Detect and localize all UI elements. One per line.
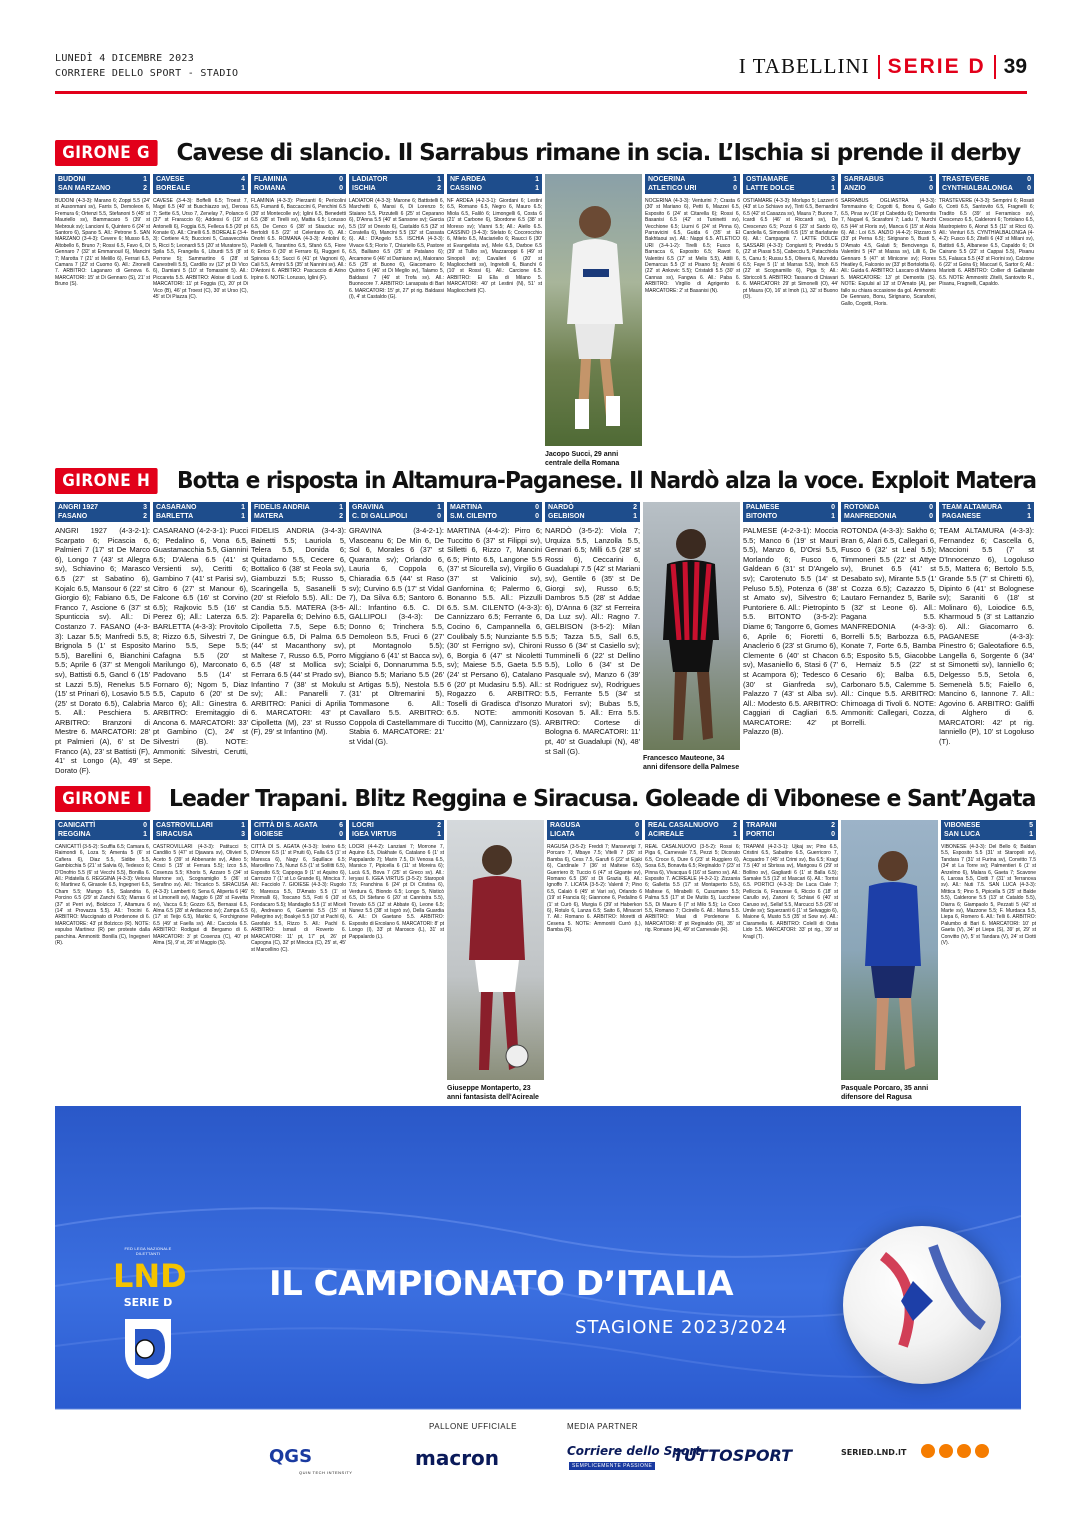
away-score: 1 xyxy=(143,831,147,838)
away-score: 0 xyxy=(1027,185,1031,192)
player-figure-icon xyxy=(841,820,938,1080)
player-figure-icon xyxy=(643,502,740,750)
home-score: 0 xyxy=(1027,176,1031,183)
match-report: NOCERINA (4-3-3): Venturini 7; Crasta 6 (30' st Mariano 6), Petti 6, Mazzei 6.5, Esposito 6 (24' st Citarella 6); Rossi 6, Basanisi 6.5 (42' st Tuninetti sv), Vecchione 6.5; Liurni 6 (24' st Pinna 6), Parravicini 6.5, Guida 6 (35' st El Bakhtaoui sv). All.: Nappi 6.5. ATLETICO URI (3-4-1-2): Tirelli 6.5; Fusco 6, Barracca 6, Esposito 6.5; Ravot 6, Valentini 6.5 (17' st Melis 5.5), Attili 6, Demarcus 5.5 (3' st Pisano 5); Ansini 6 (22' st Ankovic 5.5); Cristaldi 5.5 (30' st Cannas sv), Fangwa 6. All.: Paba 6. ARBITRO: Virgilio di Agrigento 6. MARCATORE: 2' st Basanisi (N). xyxy=(645,198,740,294)
home-team: TRASTEVERE xyxy=(942,176,990,183)
ad-title: IL CAMPIONATO D’ITALIA xyxy=(269,1264,734,1304)
match-card xyxy=(743,502,838,775)
girone-i-section xyxy=(55,784,1036,1101)
match-report: PALMESE (4-2-3-1): Moccia 5.5; Manco 6 (19' st Mauri 5.5), Manzo 6, D'Orsi 5.5, Morlando 6; Fusco 6, Galdean 6 (31' st D'Angelo sv); Carotenuto 5.5 (14' st Peluso 5.5), Potenza 6 (38' st Amato sv), Silvestro 6; Puntoriere 6. All.: Pietropinto 5.5. BITONTO (3-5-2): Diame 6; Tangorre 6, Gomes 6, Aprile 6; Fioretti 6, Anaclerio 6 (23' st Grumo 6), Clemente 6 (40' st Chacon sv), Masaniello 6, Stasi 6 (7' st Acampora 6); Tedesco 6 (30' st Gianfreda sv), Palazzo 7 (43' st Alba sv). All.: Modesto 6.5. ARBITRO: Caggiari di Cagliari 6.5. MARCATORE: 42' pt Palazzo (B). xyxy=(743,526,838,737)
photo-caption: Jacopo Succi, 29 anni centrale della Romana xyxy=(545,451,620,467)
home-team: CASARANO xyxy=(156,504,197,511)
home-score: 0 xyxy=(929,504,933,511)
match-report: REAL CASALNUOVO (3-5-2): Rossi 6; Piga 6, Carnevale 7.5, Pezzi 5; Dicorato 6.5, Croce 6, Dure 6 (23' st Ruggiero 6), Sosa 6.5, Bonavita 6.5; Reginaldo 7 (23' st Pinna 6), Vivacqua 6 (16' st Sarno sv). All.: Esposito 7. ACIREALE (4-3-2-1): Zizzania 6; Galletta 5.5 (17' st Montaperto 5.5), Maltese 6, Mirabelli 6, Cusumano 5.5; Palma 5.5 (17' st De Mutiis 5), Lucchese 5.5, Di Mauro 6 (7' st Milo 5.5); Lo Coco 5.5, Romano 7; Cicirello 6. All.: Marra 5.5. ARBITRO: Masi di Pordenone 6. MARCATORI: 8' pt Reginaldo (R), 35' st rig. Romano (A), 49' st Carnevale (R). xyxy=(645,844,740,934)
home-team: LOCRI xyxy=(352,822,374,829)
match-report: LADIATOR (4-3-3): Marone 6; Battistelli 6, Marchetti 6, Mansi 6, Di Lorenzo 5; Staiano 5.5, Pizzutelli 6 (25' st Ceparano 6), D'Anna 5.5 (40' st Sansone sv); Garcia 5.5 (19' st Onesto 6), Castaldo 6.5 (32' st Coratella 6), Mancini 5.5 (32' st Cassata 6). All.: D'Angelo 5.5. ISCHIA (4-3-3): Vivace 6.5; Florio 7, Chiariello 6.5, Pastore 6.5, Balliano 6.5 (25' st Patalano 6); Arcamone 6 (46' st Damiano sv), Maiorano 6.5 (25' st Buono 6), Giacomarro 6; Quirino 6 (46' st Di Meglio sv), Talamo 5, Baldassi 7 (46' st Trofa sv). All.: Buonocore 7. ARBITRO: Laraspata di Bari 6. MARCATORI: 15' pt, 27' pt rig. Baldassi (I), 4' st Castaldo (G). xyxy=(349,198,444,301)
away-team: BITONTO xyxy=(746,513,778,520)
home-team: NOCERINA xyxy=(648,176,686,183)
lnd-logo xyxy=(113,1246,187,1416)
away-team: LICATA xyxy=(550,831,575,838)
away-team: C. DI GALLIPOLI xyxy=(352,513,408,520)
player-figure-icon xyxy=(545,174,642,446)
lnd-logo-sub: SERIE D xyxy=(123,1296,173,1309)
away-team: ACIREALE xyxy=(648,831,684,838)
match-report: MARTINA (4-4-2): Pirro 6; Tuccitto 6 (37' st Filippi sv), Silletti 6, Rizzo 7, Mancini 6.5; Pinto 6.5, Langone 5.5 (37' st Sicurella sv), Virgilio 6 (37' st Valicinio sv), Ganfornina 6; Palermo 6, Bonanno 5.5. All.: Pizzulli 6.5. S.M. CILENTO (4-3-3): Cannizzaro 6.5; Ferrante 6, Cocino 6, Campannella 6, Coulibaly 5.5; Nunziante 5.5 (30' st Ferrigno sv), Chironi 6, Borgia 6 (47' st Nicoletti sv); Maiese 5.5, Gaeta 5.5 (24' st Persano 6), Catalano 6 (20' pt Mudasiru 5.5). All.: Rogazzo 6. ARBITRO: Toselli di Gradisca d'Isonzo 6.5. NOTE: ammoniti Tuccitto (M), Cannizzaro (S). xyxy=(447,526,542,727)
match-card xyxy=(743,820,838,1102)
match-report: TEAM ALTAMURA (4-3-3): Fernandez 6; Cascella 6, Maccioni 5.5 (7' st D'Innocenzo 6), Logoluso 5.5, Mattera 6; Bertolo 5.5, Grande 5.5 (7' st Chiretti 6), Dipinto 6 (41' st Bolognese sv); Saraniti 6 (18' st Molinaro 6), Loiodice 6.5, Kharmoud 5 (3' st Lattanzio 6). All.: Giacomarro 6. PAGANESE (4-3-3): Pinestro 6; Galeotafiore 6.5, Langella 6, Sorgente 6 (34' st Simonetti sv), Ianniello 6; Delgesso 5.5, Setola 6, Semenelà 5.5; Faiello 6, Mancino 6, Iannone 7. All.: Agovino 6. ARBITRO: Galiffi di Alghero di 6. MARCATORI: 42' pt rig. Ianniello (P), 10' st Logoluso (T). xyxy=(939,526,1034,747)
away-score: 2 xyxy=(339,513,343,520)
home-score: 2 xyxy=(633,504,637,511)
away-score: 0 xyxy=(437,513,441,520)
girone-i-title xyxy=(55,784,1036,814)
home-score: 1 xyxy=(929,176,933,183)
away-score: 0 xyxy=(339,831,343,838)
match-card xyxy=(645,820,740,1102)
player-photo-card xyxy=(447,820,544,1102)
home-score: 5 xyxy=(1029,822,1033,829)
away-team: ANZIO xyxy=(844,185,866,192)
home-score: 0 xyxy=(831,504,835,511)
match-report: CASARANO (4-2-3-1): Pucci 6; Pedalino 6, Vona 6.5, Guastamacchia 5.5, Giannini 6.5; D'Alena 6.5 (41' st Versienti sv), Ceritti 6; Gambino 7 (41' st Parisi sv), Citro 6 (27' st Manour 6), Falcone 6.5 (16' st Corvino 6.5); Rajkovic 5.5 (16' st Perez 6); All.: Laterza 6.5. BARLETTA (4-3-3): Provitolo 8; Rizzo 6.5, Silvestri 7, De Marino 5.5, Sepe 5.5; Cafagna 5.5 (20' st Marilungo 6), Marconato 6, Padovano 5.5 (14' st Fornaro 6); Ngom 5, Diaz 5.5, Caputo 6 (20' st De Marco 6); All.: Ginestra 6. ARBITRO: Eremitaggio di Ancona 6. MARCATORI: 33' pt Gambino (C), 24' st Silvestri (B). NOTE: Ammoniti: Silvestri, Cerutti, Sepe. xyxy=(153,526,248,766)
match-report: VIBONESE (4-3-3): Del Bello 6; Baldan 5.5, Esposito 5.5 (31' st Staropoli sv), Tandara 7 (31' st Furina sv), Convitto 7.5 (34' st La Torre sv); Palmentieri 6 (1' st Anzelmo 6), Malara 6, Gaeta 7; Scavone 6, Larosa 5.5, Ciotti 7 (31' st Terranova sv). All.: Nuti 7.5. SAN LUCA (4-3-3): Mittica 5; Pino 5, Pipicella 5 (25' st Balde 5.5), Calderone 5.5 (13' st Cataldo 5.5), Diarra 6; Giampaolo 5, Pezzati 5 (42' st Marte sv), Mazzone 5.5; F. Murdaca 5.5, Liepa 6, Romero 6. All.: Telli 6. ARBITRO: Palumbo di Bari 6. MARCATORI: 10' pt Gaeta (V), 34' pt Liepa (S), 39' pt, 29' st Convitto (V), 5' st Tandara (V), 24' st Ciotti (V). xyxy=(941,844,1036,947)
media-partner-label: MEDIA PARTNER xyxy=(567,1422,639,1431)
away-team: IGEA VIRTUS xyxy=(352,831,397,838)
sponsor-qgs-sub: QUIN TECH INTENSITY xyxy=(299,1470,353,1475)
home-score: 0 xyxy=(635,822,639,829)
away-team: FASANO xyxy=(58,513,88,520)
match-card xyxy=(941,820,1036,1102)
issue-date: LUNEDÌ 4 DICEMBRE 2023 xyxy=(55,53,195,64)
home-score: 1 xyxy=(241,504,245,511)
player-photo xyxy=(545,174,642,446)
facebook-icon[interactable] xyxy=(921,1444,935,1458)
ad-season: STAGIONE 2023/2024 xyxy=(575,1317,788,1338)
match-report: CASTROVILLARI (4-3-3): Patitucci 5; Candilio 5 (47' st Djawara sv), Olivieri 5, Aceto 5 (39' st Abbenante sv), Atteo 5; Crisci 5 (15' st Ferrara 5.5); Izco 5.5, Cosenza 5.5; Khoris 5, Azzaro 5 (34' st Marrone sv), Scognamiglio 5 (36' st Serafino sv). All.: Tricarico 5. SIRACUSA (4-3-3): Lamberti 6; Sena 6, Aliperta 6 (46' st Limonelli sv), Maggio 6 (28' st Favetta sv), Vacca 6.5; Gozzo 6.5, Bernassi 6.5, Alma 6.5 (28' st Ardiacono sv); Zampa 6.5 (17' st Teijo 6.5), Markic 6, Forchignone 6.5 (49' st Faella sv). All.: Cacciola 6.5. ARBITRO: Rodigari di Bergamo di 6. MARCATORI: 3' pt Cosenza (C), 40' pt Alma (S), 9' st, 26' st Maggio (S). xyxy=(153,844,248,947)
official-ball-image xyxy=(843,1226,1001,1384)
away-score: 0 xyxy=(929,185,933,192)
girone-i-badge: GIRONE I xyxy=(55,786,150,812)
away-team: CASSINO xyxy=(450,185,482,192)
match-report: TRAPANI (4-2-3-1): Ujkaj sv; Pino 6.5, Cristini 6.5, Sabatino 6.5, Guerricoro 7, Acquadro 7 (45' st Crimi sv), Ba 6.5; Kragl 7.5 (40' st Sbrissa sv), Marigosu 6 (29' st Bollino sv), Gagliardi 6 (1' st Balla 6.5); Samake 5.5 (12' st Mascari 6). All.: Torrisi 6.5. PORTICI (4-3-3): De Luca Ciale 7; Pelliccia 6, Franzese 6, Riccio 6 (18' st Carullo sv), Zanoni 6; Schiavi 6 (40' st Caruso sv), Sellaf 5.5, Marcucci 5.5 (26' st Umile sv); Squerzanti 6 (1' st Selvaggio 6), Maione 6, Musto 5.5 (35' st Sow sv). All.: Ciaramella 6. ARBITRO: Colelli di Ostia Lido 5.5. MARCATORI: 33' pt rig., 39' st Kragl (T). xyxy=(743,844,838,940)
home-team: ANGRI 1927 xyxy=(58,504,99,511)
home-team: REAL CASALNUOVO xyxy=(648,822,719,829)
home-score: 3 xyxy=(143,504,147,511)
away-score: 2 xyxy=(437,185,441,192)
away-team: PAGANESE xyxy=(942,513,981,520)
home-score: 1 xyxy=(733,176,737,183)
home-score: 1 xyxy=(143,176,147,183)
away-score: 0 xyxy=(635,831,639,838)
match-card xyxy=(55,502,150,775)
match-card xyxy=(55,174,150,468)
home-score: 1 xyxy=(1027,504,1031,511)
photo-caption: Giuseppe Montaperto, 23 anni fantasista dell'Acireale xyxy=(447,1085,539,1101)
home-team: FIDELIS ANDRIA xyxy=(254,504,310,511)
away-score: 1 xyxy=(633,513,637,520)
match-card xyxy=(55,820,150,1102)
home-team: NF ARDEA xyxy=(450,176,486,183)
lnd-logo-text: LND xyxy=(113,1257,187,1295)
match-card xyxy=(349,820,444,1102)
home-team: TRAPANI xyxy=(746,822,777,829)
home-score: 1 xyxy=(437,504,441,511)
lnd-logo-top: FED LEGA NAZIONALE DILETTANTI xyxy=(124,1246,172,1256)
media-corriere: Corriere dello Sport xyxy=(567,1444,701,1458)
player-figure-icon xyxy=(447,820,544,1080)
away-score: 2 xyxy=(143,513,147,520)
girone-g-title xyxy=(55,138,1027,168)
home-team: VIBONESE xyxy=(944,822,981,829)
girone-h-section xyxy=(55,466,1036,776)
match-report: TRASTEVERE (4-3-3): Semprini 6; Rosati 6, Conti 6.5, Santovito 6.5, Fragnelli 6; Tradito 6.5 (39' st Ferramisco sv), Crescenzo 6.5, Calderoni 6; Tortolano 6.5, Mastropietro 6, Alonzi 5.5 (11' st Ricci 6). All.: Venturi 6.5. CYNTHIALBALONGA (4-4-2): Fusco 6.5; Zitelli 6 (43' st Milani sv), Battisti 6.5, Albanese 6.5, Capaldo 6; Di Cairano 5.5 (22' st Cappai 5.5), Pisanu 5.5, Falasca 5.5 (43' st Fiorini sv), Calzone 6 (22' st Goira 6); Maccari 6, Sartor 6; All.: Mariotti 6. ARBITRO: Collier di Gallarate 6.5. NOTE: Ammoniti: Zitelli, Santovito R., Pisanu, Fragnelli, Capaldo. xyxy=(939,198,1034,288)
away-team: BARLETTA xyxy=(156,513,194,520)
home-team: CAVESE xyxy=(156,176,185,183)
match-report: CANICATTÌ (3-5-2): Scuffia 6.5; Camara 6, Raimondi 6, Loza 5; Amenta 5 (6' st Cafiera 6), Diaz 5.5, Sidibe 5.5, Gambicchia 5 (21' st Salvia 6), Tedesco 6; D'Onofrio 5.5 (6' st Vecchi 5.5), Bonilla 6. All.: Pidatella 6. REGGINA (4-3-3): Velcea 6; Martinez 6, Girasole 6.5, Ingegneri 6.5, Cham 5.5; Mungo 6.5, Salandria 6, Porcino 6.5 (29' st Zanchi 6.5); Marras 6 (37' st Perri sv), Bolzicco 7, Altamura 6 (14' st Provazza 5.5). All.: Trocini 6. ARBITRO: Muccignato di Pordenone di 6. MARCATORE: 43' pt Bolzicco (R). NOTE: espulso Martinez (R) per proteste dalla panchina. Ammoniti: Bonilla (C), Ingegneri (R). xyxy=(55,844,150,947)
match-card xyxy=(349,174,444,468)
ball-pattern-icon xyxy=(843,1226,1001,1384)
home-team: GRAVINA xyxy=(352,504,384,511)
photo-caption: Pasquale Porcaro, 35 anni difensore del Ragusa xyxy=(841,1085,929,1101)
match-card xyxy=(447,502,542,775)
away-team: S.M. CILENTO xyxy=(450,513,497,520)
away-team: ROMANA xyxy=(254,185,286,192)
girone-g-badge: GIRONE G xyxy=(55,140,157,166)
photo-caption: Francesco Mauteone, 34 anni difensore della Palmese xyxy=(643,755,740,771)
player-photo xyxy=(841,820,938,1080)
player-photo xyxy=(447,820,544,1080)
sponsor-macron: macron xyxy=(415,1446,500,1470)
home-team: CASTROVILLARI xyxy=(156,822,213,829)
home-team: PALMESE xyxy=(746,504,780,511)
match-report: RAGUSA (3-5-2): Freddi 7; Mansevrigi 7, Porcaro 7, Mbaye 7.5; Vitelli 7 (26' st Bamba 6), Cess 7.5, Garufi 6 (22' st Ejaki 6), Cardinale 7 (36' st Maltese 6.5), Guerriero 8; Tuccio 6 (47' st Gigante sv), Romano 6.5 (36' st Di Grazia 6). All.: Ignoffo 7. LICATA (3-5-2): Valenti 7; Pino 6.5, Calaiò 6 (45' st Vari sv), Orlando 6 (19' st Francia 6); Giannone 6, Pedalino 6 (1' st Curò 6), Murgia 6 (39' st Haberkon 6), Rotulo 6, Lanza 6.5; Saito 6, Minacori 7. All.: Romano 6. ARBITRO: Moretti di Cesena 5. NOTE: Ammoniti Currò (L), Bamba (R). xyxy=(547,844,642,934)
site-url: SERIED.LND.IT xyxy=(841,1448,907,1457)
match-report: CAVESE (3-4-3): Boffelli 6.5; Troest 7, Magri 6.5 (40' st Buschiazzo sv), Derosa 7; Sette 6.5, Urso 7, Zenelay 7, Polanco 6 (37' st Fraraccio 6); Addessi 6 (19' st Antonelli 6), Foggia 6.5, Felleca 6.5 (20' pt Konate 6). All.: Cinelli 6.5. BOREALE (3-4-3): Cortiere 4.5; Buccioni 5, Casavecchia 5, Ricci 5; Leonardi 5.5 (20' st Muratore 5), Spila 5.5, Frangella 6, Liburdi 5.5 (8' st Perrone 5); Sammartino 6 (28' st Canestrelli 5.5), Cardillo sv (12' pt Di Vico 6), Damiani 5 (10' st Tomassini 5). All.: Piccareta 5.5. ARBITRO: Aloise di Lodi 6. MARCATORI: 11' pt Foggia (C), 20' pt Di Vico (B), 46' pt Troest (C), 30' st Urso (C), 45' st Di Piazza (C). xyxy=(153,198,248,301)
home-score: 1 xyxy=(535,176,539,183)
girone-h-headline: Botta e risposta in Altamura-Paganese. Il Nardò alza la voce. Exploit Matera xyxy=(176,468,1036,494)
section-name: I TABELLINI xyxy=(738,54,870,78)
away-team: ISCHIA xyxy=(352,185,376,192)
home-score: 2 xyxy=(437,822,441,829)
home-team: LADIATOR xyxy=(352,176,388,183)
away-score: 1 xyxy=(1027,513,1031,520)
away-score: 1 xyxy=(241,513,245,520)
home-score: 0 xyxy=(535,504,539,511)
girone-h-title xyxy=(55,466,1036,496)
match-card xyxy=(939,502,1034,775)
match-card xyxy=(251,502,346,775)
away-score: 1 xyxy=(1029,831,1033,838)
away-score: 3 xyxy=(241,831,245,838)
match-report: LOCRI (4-4-2): Lanziani 7; Morrone 7, Aquino 6.5, Diakhate 6, Catalano 6 (1' st Pappalardo 7); Marin 7.5, Di Venosa 6.5, Marsico 7, Pipicella 6 (11' st Moreira 6); Lucà 6.5, Bova 7 (25' st Greco sv). All.: Ieryasi 6. IGEA VIRTUS (3-5-2): Staropoli 7.5; Franchina 6 (24' pt Di Cristina 6), Verdura 6, Biondo 6.5; Longo 5, Nisticò 6.5, Di Stefano 6 (20' st Cannistra 5.5), Trovato 6.5 (12' st Abbate 6), Leone 6.5; Nunez 5.5 (38' st Isgrò sv), Della Guardia 6. All.: Di Gaetano 5.5. ARBITRO: Esposito di Ercolano 6. MARCATORI: 8' pt Longo (I), 33' pt Marosco (L), 31' st Pappalardo (L). xyxy=(349,844,444,940)
match-report: ROTONDA (4-3-3): Sakho 6; Bran 6, Alari 6.5, Callegari 6, Fusco 6 (32' st Leal 5.5); Timmoneri 5.5 (22' st Attye sv), Brunet 6.5 (41' st Desabato sv), Mirante 5.5 (1' st Cozza 6.5); Cazazzo 5, Lautaro Fernandez 5, Barile 5 (32' st Leone 6). All.: Pagana 5.5. MANFREDONIA (4-3-3): Borrelli 5.5; Barbozza 6.5, Konate 7, Forte 6.5, Bamba 6.5; Esposito 5.5, Giacobbe 6, Hernaiz 5.5 (22' st Cesario 6); Balba 6.5, Carbonaro 5.5, Calemme 5. All.: Cinque 5.5. ARBITRO: Chirnoaga di Tivoli 6. NOTE: Ammoniti: Callegari, Cozza, Borrelli. xyxy=(841,526,936,727)
away-team: CYNTHIALBALONGA xyxy=(942,185,1013,192)
away-score: 0 xyxy=(535,513,539,520)
home-team: CITTÀ DI S. AGATA xyxy=(254,822,318,829)
player-photo-card xyxy=(643,502,740,775)
away-score: 1 xyxy=(535,185,539,192)
youtube-icon[interactable] xyxy=(975,1444,989,1458)
match-card xyxy=(841,174,936,468)
away-score: 0 xyxy=(831,831,835,838)
match-card xyxy=(841,502,936,775)
media-tuttosport: TUTTOSPORT xyxy=(673,1446,793,1465)
away-team: GELBISON xyxy=(548,513,585,520)
match-card xyxy=(153,502,248,775)
home-score: 1 xyxy=(241,822,245,829)
home-team: CANICATTÌ xyxy=(58,822,96,829)
away-team: GIOIESE xyxy=(254,831,283,838)
instagram-icon[interactable] xyxy=(939,1444,953,1458)
match-card xyxy=(447,174,542,468)
away-team: LATTE DOLCE xyxy=(746,185,795,192)
page-header xyxy=(55,50,1027,94)
match-card xyxy=(645,174,740,468)
away-team: BOREALE xyxy=(156,185,191,192)
away-score: 1 xyxy=(733,831,737,838)
match-report: SARRABUS OGLIASTRA (4-3-3): Tommasino 6; Cogotti 6, Bonu 6, Gallo 6.5, Piras sv (16' pt Cabeddu 6); Demontis 7, Naguel 6, Scarafoni 7; Ladu 7, Nurchi 6.5 (44' st Floris sv), Manca 6 (15' st Aloia 6). All.: Loi 6.5. ANZIO (4-4-2): Rizzaro 5 (33' pt Perna 6.5); Sirignano 5, Busti 5, D'Amato 4.5, Galati 5; Bencivenga 6, Valentini 5 (47' st Massa sv), Lilli 6, De Gennaro 5 (47' st Minicone sv); Flores Heatley 6, Falconio sv (33' pt Bortolotta 6). All.: Guida 6. ARBITRO: Lascaro di Matera 5. MARCATORE: 13' pt Demontis (S). NOTE: Espulsi al 13' st D'Amato (A), per fallo su chiara occasione da gol. Ammoniti: De Gennaro, Bonu, Sirignano, Scarafoni, Gallo, Cogotti, Floris. xyxy=(841,198,936,307)
match-report: BUDONI (4-3-3): Marano 6; Zoppi 5.5 (24' st Ausonmani sv), Farris 5, Demoleon 6, Fremura 6; Ortenzi 5.5, Stefanoni 5 (45' st Mauriello sv), Bammacaro 5 (39' st Mebrouk sv); Lancioni 6, Quintero 6 (24' st Santoro 6), Spano 5. All.: Petrone 5. SAN MARZANO (3-4-3): Cevere 6; Musso 6.5, Altobello 6, Bruno 7; Rossi 6.5, Favo 6, Di Gennaro 7 (32' st Emmanouil 6), Mancini 7; Marotta 7 (21' st Melillo 6), Ferrari 6.5, Camara 7 (22' st Cuomo 6). All.: Zironelli 7. ARBITRO: Laganaro di Genova 6. MARCATORI: 15' st Di Gennaro (S), 21' st Bruno (S). xyxy=(55,198,150,288)
home-score: 0 xyxy=(143,822,147,829)
away-score: 1 xyxy=(241,185,245,192)
match-card xyxy=(153,820,248,1102)
match-report: CITTÀ DI S. AGATA (4-3-3): Iovino 6.5; D'Amore 6.5 (1' st Pruiti 6), Falla 6.5 (1' st Maresca 6), Nagy 6, Squillace 6.5; Marcellino 7.5, Nunzi 6.5 (1' st Sollitti 6.5), Esposito 6.5; Cappoga 9 (1' st Aquino 6), Carrozzo 7 (1' st Lo Grande 6), Mincica 7. All.: Facciolo 7. GIOIESE (4-3-3): Rugolo 5; Maresca 5.5, D'Amato 5.5 (1' st Piromalli 6), Toscano 5.5, Foti 6 (10' st Fondacaro 5.5); Mandaglio 5.5 (1' st Miceli 6), Andreano 6, Guerrisi 5.5 (15' st Pellegrino sv); Boakyè 5.5 (10' st Pachì 6), Garofalo 5.5, Rizzo 5. All.: Pachì 6. ARBITRO: Ismail di Roverto 6. MARCATORI: 11' pt, 17' pt, 26' pt Capogna (C), 32' pt Mincica (C), 25' st, 45' st Marcellino (C). xyxy=(251,844,346,953)
match-card xyxy=(251,174,346,468)
girone-g-section xyxy=(55,138,1034,467)
girone-i-columns xyxy=(55,820,1036,1102)
match-report: NF ARDEA (4-2-3-1): Giordani 6; Lestini 6.5, Romano 6.5, Negro 6, Mauro 6.5; Miola 6.5, Falilò 6; Limongelli 6, Costa 6 (21' st Carbone 6), Sbordone 6.5 (38' st Moreso sv); Vianni 5.5; All.: Aiello 6.5. CASSINO (3-4-3): Stelato 6; Cocorocchio 6, Mileto 6.5, Maciariello 6; Raucci 6 (30' st Evangelista sv), Mele 6.5, Darboe 6.5 (39' st Tullio sv), Mazzaroppi 6 (49' st Sinopoli sv); Cavalieri 6 (20' st Magliocchetti sv), Ingretolli 6, Bianchi 6 (10' st Rossi 6). All.: Carcione 6.5. ARBITRO: El Ella di Milano 5. MARCATORI: 40' pt Lestini (N), 51' st Magliocchetti (C). xyxy=(447,198,542,294)
girone-h-columns xyxy=(55,502,1034,775)
match-report: FLAMINIA (4-3-3): Pierzanti 6; Pericolini 6.5, Fumanti 6, Baccaccini 6, Penchini 6.5 (30' st Montecolle sv); Iglini 6.5, Benedetti 6.5 (38' st Tirelli sv), Mattia 6.5; Lorusso 6.5, De Cenco 6 (38' st Stauciuc sv), Bertoldi 6.5 (22' st Celentano 6). All.: Onofri 6.5. ROMANA (4-3-3): Antolini 6; Paolelli 6, Tarantino 6.5, Sfanò 6.5, Fiore 6; Errico 6 (30' st Ferraro 6), Ruggeri 6, Spinosa 6.5; Succi 6 (41' pt Vagnoni 6), Cali 5.5, Armini 5.5 (35' st Nannini sv). All.: D'Antoni 6. ARBITRO: Pascuccio di Arino Irpino 6. NOTE: Lorusso, Iglini (F). xyxy=(251,198,346,281)
match-card xyxy=(939,174,1034,468)
away-team: ATLETICO URI xyxy=(648,185,697,192)
home-score: 1 xyxy=(437,176,441,183)
serie-d-shield-icon xyxy=(113,1313,183,1383)
home-score: 6 xyxy=(339,822,343,829)
match-report: ANGRI 1927 (4-3-2-1): Scarpato 6; Picascia 6, Palmieri 7 (17' st De Marco 6), Longo 7 (43' st Allegra sv), Schiavino 6; Marasco 6.5 (27' st Sabatino 6), Kojalc 6.5, Mansour 6 (22' st Giorgio 6); Fabiano 6.5, De Franco 7, Ascione 6 (37' st Spunticcia sv). All.: Di Costanzo 7. FASANO (4-3-3): Lazar 5.5; Manfredi 5.5, Brignola 5 (1' st Esposito 5.5), Barellini 6, Bianchini 5.5; Aprile 6 (37' st Mengoli sv), Battisti 6.5, Gancl 6 (15' st Lazzi 5.5), Renelus 5.5 (15' st Prinari 6), Losavio 5.5 (25' st Dorato 6.5), Calabria 5. All.: Peschiera 5. ARBITRO: Branzoni di Mestre 6. MARCATORI: 28' pt Palmieri (A), 6' st De Franco (A), 23' st Battisti (F), 41' st Longo (A), 49' st Dorato (F). xyxy=(55,526,150,775)
away-team: SIRACUSA xyxy=(156,831,193,838)
lnd-advertisement xyxy=(55,1106,1021,1509)
ball-partner-label: PALLONE UFFICIALE xyxy=(429,1422,517,1431)
match-card xyxy=(743,174,838,468)
away-score: 0 xyxy=(929,513,933,520)
player-photo-card xyxy=(841,820,938,1102)
section-header xyxy=(739,54,1027,79)
match-report: NARDÒ (3-5-2): Viola 7; Urquiza 5.5, Lanzolla 5.5, Gennari 6.5; Milli 6.5 (28' st Rossi 6), Ceccarini 6, Guadalupi 7.5 (42' st Mariani sv), Gentile 6 (35' st De Giorgi sv), Russo 6.5; Dambros 5.5 (28' st Addae 6), D'Anna 6 (32' st Ferreira Da Luz sv). All.: Ragno 7. GELBISON (3-5-2): Milan 5.5; Tazza 5.5, Sall 6.5, Russo 6 (34' st Casiello sv); Tumminelli 6 (22' st Dellino 5.5), Lollo 6 (34' st De Pasquale sv), Manzo 6 (39' st Rodriguez sv), Rodrigues 5.5, Ferrante 5.5 (34' st Muratori sv); Bubas 5.5, Kosovan 5. All.: Erra 5.5. ARBITRO: Cortese di Bologna 6. MARCATORI: 11' pt, 40' st Guadalupi (N), 48' st Sall (G). xyxy=(545,526,640,756)
paper-name: CORRIERE DELLO SPORT - STADIO xyxy=(55,68,239,79)
home-team: OSTIAMARE xyxy=(746,176,788,183)
home-score: 4 xyxy=(241,176,245,183)
ad-sponsor-footer xyxy=(55,1410,1021,1509)
away-score: 0 xyxy=(733,185,737,192)
match-card xyxy=(153,174,248,468)
media-corriere-sub: SEMPLICEMENTE PASSIONE xyxy=(569,1462,655,1470)
sponsor-qgs: QGS xyxy=(269,1446,313,1467)
home-score: 0 xyxy=(339,176,343,183)
home-team: SARRABUS xyxy=(844,176,884,183)
girone-i-headline: Leader Trapani. Blitz Reggina e Siracusa. Goleade di Vibonese e Sant’Agata xyxy=(168,786,1036,812)
girone-g-headline: Cavese di slancio. Il Sarrabus rimane in scia. L’Ischia si prende il derby xyxy=(176,140,1021,166)
home-team: BUDONI xyxy=(58,176,86,183)
match-card xyxy=(545,502,640,775)
home-score: 3 xyxy=(831,176,835,183)
home-score: 2 xyxy=(831,822,835,829)
home-team: RAGUSA xyxy=(550,822,581,829)
away-score: 1 xyxy=(831,513,835,520)
match-report: OSTIAMARE (4-3-3): Morlupo 5; Lazzeri 6 (43' st Lo Schiavo sv), Tinti 6.5, Bernardini 6.5 (42' st Casazza sv), Maura 7; Buono 7, Icardi 6.5 (46' st Riccardi sv), De Crescenzo 6.5; Pozzi 6 (23' st Sardo 6), Cardella 6, Simonelli 6.5 (15' st Barlafante 6). All.: Campagna 7. LATTE DOLCE SASSARI (4-3-3): Congiunti 5; Pireddu 5 (22' st Piassi 5.5), Cabecciu 5, Patacchiola 5, Canu 5; Russu 5.5, Olivera 6, Mureddu 6.5; Faye 5 (1' st Marras 5.5), Imoh 6.5 (22' st Scognamillo 6), Piga 5; All.: Sbriccoli 5. ARBITRO: Tassano di Chiavari 6. MARCATORI: 29' pt Simonelli (O), 44' pt Maura (O), 16' st Imoh (L), 32' st Buono (O). xyxy=(743,198,838,301)
home-team: NARDÒ xyxy=(548,504,574,511)
home-team: ROTONDA xyxy=(844,504,880,511)
away-score: 1 xyxy=(831,185,835,192)
away-team: MATERA xyxy=(254,513,284,520)
away-score: 1 xyxy=(437,831,441,838)
away-team: REGGINA xyxy=(58,831,91,838)
girone-g-columns xyxy=(55,174,1034,468)
match-card xyxy=(349,502,444,775)
page-number: 39 xyxy=(994,55,1027,79)
player-photo-card xyxy=(545,174,642,468)
home-team: TEAM ALTAMURA xyxy=(942,504,1003,511)
social-icons xyxy=(921,1444,989,1458)
match-report: GRAVINA (3-4-2-1): Vlasceanu 6; De Min 6, De Sol 6, Morales 6 (37' st Quaranta sv); Orlando 6, Lauria 6, Coppola 6, Chiaradia 6.5 (44' st Raso sv); Curvino 6.5 (17' st Vidal 7), Da Silva 6.5; Santoro 6. All.: Infantino 6.5. C. DI GALLIPOLI (3-4-3): De Donno 6; Trinchera 5.5, Demoleon 5.5, Fruci 6 (27' pt Montagnolo 5.5); Miggiano 6 (41' st Bacca sv), Scialpi 6, Donnarumma 5.5, Bianco 5.5; Mariano 5.5 (26' st Artigas 5.5), Nestola 5.5 (31' pt Oltremarini 5), Tommasone 6. All.: Cavallaro 5.5. ARBITRO: Coppola di Castellammare di Stabia 6. MARCATORE: 21' st Vidal (G). xyxy=(349,526,444,747)
home-team: MARTINA xyxy=(450,504,483,511)
away-score: 2 xyxy=(143,185,147,192)
girone-h-badge: GIRONE H xyxy=(55,468,157,494)
league-name: SERIE D xyxy=(878,55,986,79)
match-report: FIDELIS ANDRIA (3-4-3): Bainetti 5.5; Lauriola 5, Telera 5.5, Donida 6; Quitadamo 5.5, Cecere 6, Bottalico 6 (38' st Feola sv), Giambuzzi 5.5; Russo 5, Scaringella 5, Sasanelli 5 (20' st Riefolo 5.5). All.: De Candia 5.5. MATERA (3-5-2): Paparella 6; Delvino 6.5, Cipolletta 7.5, Sepe 6.5; Gningue 6.5, Di Palma 6.5 (44' st Macanthony sv), Maltese 7, Russo 6.5, Porro 6.5 (48' st Mollica sv); Ferrara 6.5 (44' st Prado sv), Infantino 7 (38' st Mokulu sv); All.: Panarelli 7. ARBITRO: Panici di Aprilia 6. MARCATORI: 43' pt Cipolletta (M), 23' st Russo (F), 29' st Infantino (M). xyxy=(251,526,346,737)
x-icon[interactable] xyxy=(957,1444,971,1458)
home-team: FLAMINIA xyxy=(254,176,288,183)
away-team: MANFREDONIA xyxy=(844,513,897,520)
away-team: SAN LUCA xyxy=(944,831,981,838)
away-score: 0 xyxy=(339,185,343,192)
match-card xyxy=(547,820,642,1102)
home-score: 1 xyxy=(339,504,343,511)
away-team: SAN MARZANO xyxy=(58,185,111,192)
away-team: PORTICI xyxy=(746,831,775,838)
player-photo xyxy=(643,502,740,750)
match-card xyxy=(251,820,346,1102)
home-score: 2 xyxy=(733,822,737,829)
